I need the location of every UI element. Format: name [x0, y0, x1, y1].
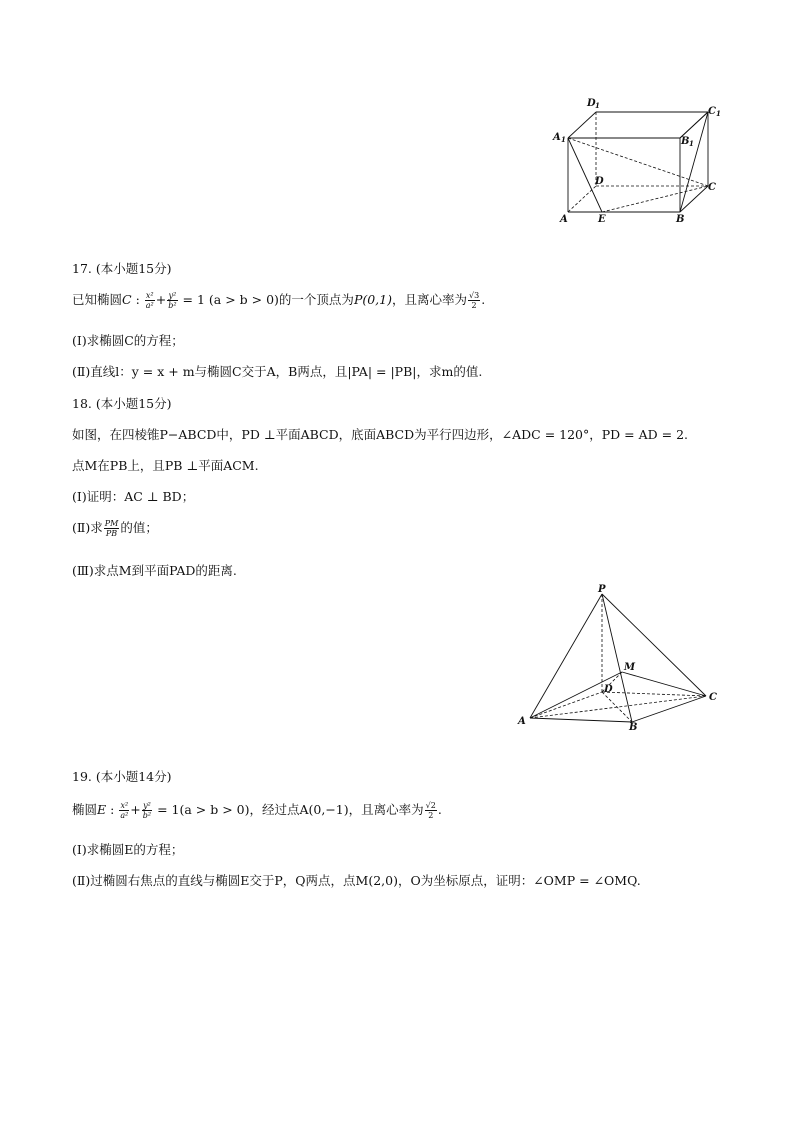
- prism-figure: [540, 90, 740, 230]
- label-B: B: [629, 722, 638, 732]
- svg-text:1: 1: [595, 101, 600, 110]
- problem-17-part1: (Ⅰ)求椭圆C的方程；: [72, 333, 184, 348]
- problem-19-part1: (Ⅰ)求椭圆E的方程；: [72, 842, 184, 857]
- pyramid-figure: [512, 582, 732, 732]
- svg-text:1: 1: [689, 139, 694, 148]
- label-C: C: [709, 692, 717, 703]
- label-A1: A: [553, 132, 561, 143]
- label-D: D: [595, 176, 604, 187]
- label-D: D: [604, 684, 613, 695]
- label-A: A: [560, 214, 568, 225]
- problem-18-part2: (Ⅱ)求 $\frac{PM}{PB}$ 的值；: [72, 519, 158, 538]
- label-A: A: [518, 716, 526, 727]
- svg-text:1: 1: [561, 135, 566, 144]
- label-M: M: [624, 662, 636, 673]
- problem-19-header: 19. (本小题14分): [72, 769, 172, 784]
- label-C1: C: [708, 106, 716, 117]
- problem-17-header: 17. (本小题15分): [72, 261, 172, 276]
- problem-19-stem: 椭圆E : $\frac{\text{x²}}{\text{a²}}$ + $\frac{\text{y²}}{\text{b²}}$ = 1(a > b > 0)，经过点A(0,−1)，且离心率为 $\frac{√2}{2}$ .: [72, 801, 442, 820]
- problem-17-stem: 已知椭圆C : $\frac{\text{x²}}{\text{a²}}$ + $\frac{\text{y²}}{\text{b²}}$ = 1 (a > b > 0)的一个顶点为P(0,1)，且离心率为 $\frac{√3}{2}$ .: [72, 291, 486, 310]
- problem-18-line2: 点M在PB上，且PB ⊥平面ACM.: [72, 458, 259, 473]
- label-P: P: [598, 584, 606, 595]
- problem-18-part3: (Ⅲ)求点M到平面PAD的距离.: [72, 563, 237, 578]
- label-E: E: [598, 214, 606, 225]
- label-B1: B: [681, 136, 690, 147]
- problem-19-part2: (Ⅱ)过椭圆右焦点的直线与椭圆E交于P，Q两点，点M(2,0)，O为坐标原点，证明：∠OMP = ∠OMQ.: [72, 873, 641, 888]
- label-D1: D: [587, 98, 596, 109]
- problem-18-line1: 如图，在四棱锥P−ABCD中，PD ⊥平面ABCD，底面ABCD为平行四边形，∠ADC = 120°，PD = AD = 2.: [72, 427, 689, 442]
- label-C: C: [708, 182, 716, 193]
- problem-18-header: 18. (本小题15分): [72, 396, 172, 411]
- problem-18-part1: (Ⅰ)证明：AC ⊥ BD；: [72, 489, 195, 504]
- svg-text:1: 1: [716, 109, 721, 118]
- problem-17-part2: (Ⅱ)直线l：y = x + m与椭圆C交于A，B两点，且|PA| = |PB|，求m的值.: [72, 364, 483, 379]
- label-B: B: [676, 214, 685, 225]
